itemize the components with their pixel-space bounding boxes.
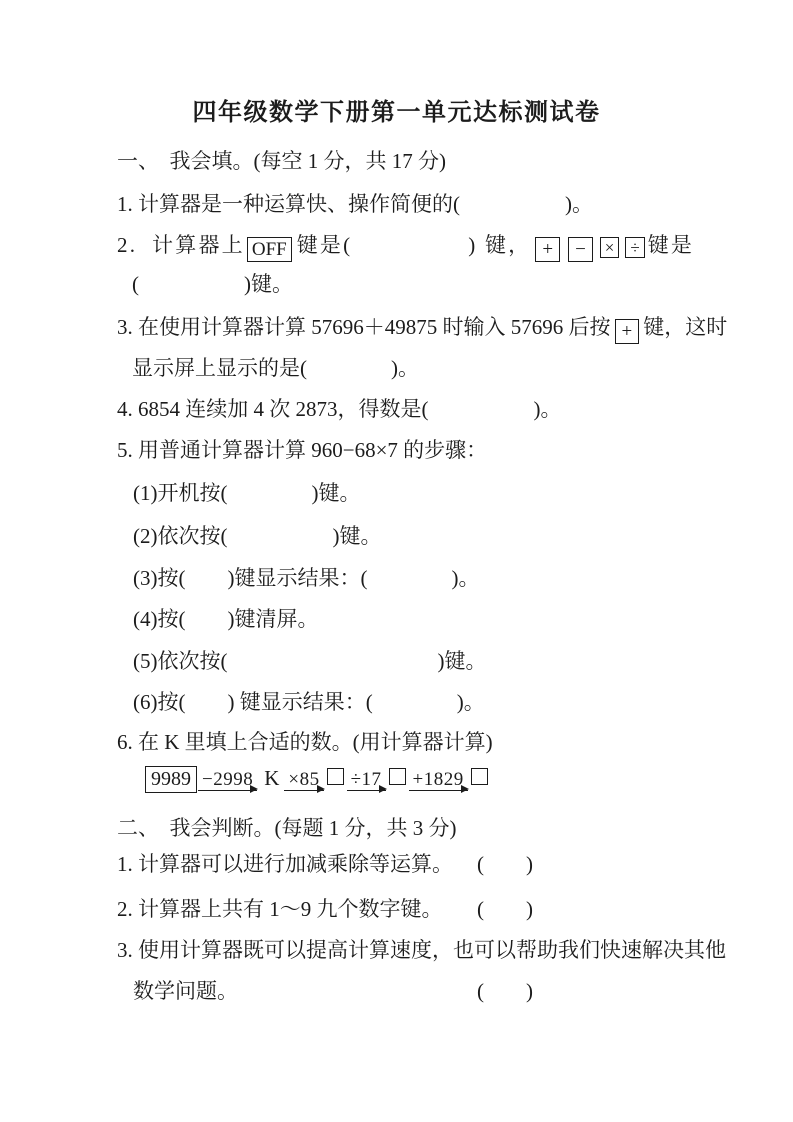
arrow-label: ×85 <box>288 769 320 790</box>
judgment-1-text: 1. 计算器可以进行加减乘除等运算。 <box>117 852 453 876</box>
blank-square-1 <box>327 768 344 785</box>
divide-key: ÷ <box>625 237 644 258</box>
arrow-divide-17 <box>347 770 386 791</box>
question-5-step-3: (3)按( )键显示结果：( )。 <box>133 566 480 590</box>
question-3-text-post: 键，这时 <box>643 315 728 339</box>
arrow-shaft <box>198 790 257 791</box>
question-5-step-6: (6)按( ) 键显示结果：( )。 <box>133 690 485 714</box>
question-5-step-5: (5)依次按( )键。 <box>133 649 487 673</box>
arrow-label: +1829 <box>412 769 464 790</box>
question-6-text: 6. 在 K 里填上合适的数。(用计算器计算) <box>117 730 493 754</box>
arrow-minus-2998 <box>198 770 257 791</box>
judgment-3-text: 数学问题。 <box>133 979 238 1003</box>
answer-blank-2: ( ) <box>477 897 533 921</box>
times-key: × <box>600 237 620 258</box>
judgment-3-line-1: 3. 使用计算器既可以提高计算速度，也可以帮助我们快速解决其他 <box>117 938 726 962</box>
question-2-line-1 <box>117 233 694 262</box>
plus-key: + <box>535 237 560 262</box>
question-4: 4. 6854 连续加 4 次 2873，得数是( )。 <box>117 397 562 421</box>
question-5-heading: 5. 用普通计算器计算 960−68×7 的步骤： <box>117 438 488 462</box>
question-5-step-4: (4)按( )键清屏。 <box>133 607 319 631</box>
blank-square-3 <box>471 768 488 785</box>
minus-key: − <box>568 237 593 262</box>
judgment-1 <box>117 852 533 876</box>
arrow-shaft <box>284 790 323 791</box>
question-2-line-2: ( )键。 <box>132 272 293 296</box>
question-3-text-pre: 3. 在使用计算器计算 57696＋49875 时输入 57696 后按 <box>117 315 611 339</box>
arrow-plus-1829 <box>409 770 468 791</box>
question-2-text-post: 键是 <box>647 233 695 257</box>
judgment-3-line-2 <box>133 979 533 1003</box>
arrow-shaft <box>409 790 468 791</box>
question-3-line-1 <box>117 315 727 344</box>
question-5-step-2: (2)依次按( )键。 <box>133 524 382 548</box>
section-1-heading: 一、 我会填。(每空 1 分，共 17 分) <box>117 149 446 173</box>
question-5-step-1: (1)开机按( )键。 <box>133 481 361 505</box>
blank-square-2 <box>389 768 406 785</box>
arrow-shaft <box>347 790 386 791</box>
page-title: 四年级数学下册第一单元达标测试卷 <box>192 100 601 126</box>
question-2-text-mid: 键是( ) 键， <box>296 233 532 257</box>
answer-blank-1: ( ) <box>477 852 533 876</box>
question-1: 1. 计算器是一种运算快、操作简便的( )。 <box>117 192 593 216</box>
question-3-line-2: 显示屏上显示的是( )。 <box>132 356 419 380</box>
start-number-box: 9989 <box>145 766 197 793</box>
question-2-text-pre: 2. 计算器上 <box>117 233 245 257</box>
plus-key: + <box>615 319 640 344</box>
judgment-2 <box>117 897 533 921</box>
k-label: K <box>264 766 280 790</box>
arrow-times-85 <box>284 770 323 791</box>
judgment-2-text: 2. 计算器上共有 1～9 九个数字键。 <box>117 897 443 921</box>
answer-blank-3: ( ) <box>477 979 533 1003</box>
section-2-heading: 二、 我会判断。(每题 1 分，共 3 分) <box>117 816 457 840</box>
arrow-label: −2998 <box>202 769 254 790</box>
off-key: OFF <box>247 237 292 262</box>
question-6-diagram <box>145 766 490 793</box>
arrow-label: ÷17 <box>350 769 382 790</box>
